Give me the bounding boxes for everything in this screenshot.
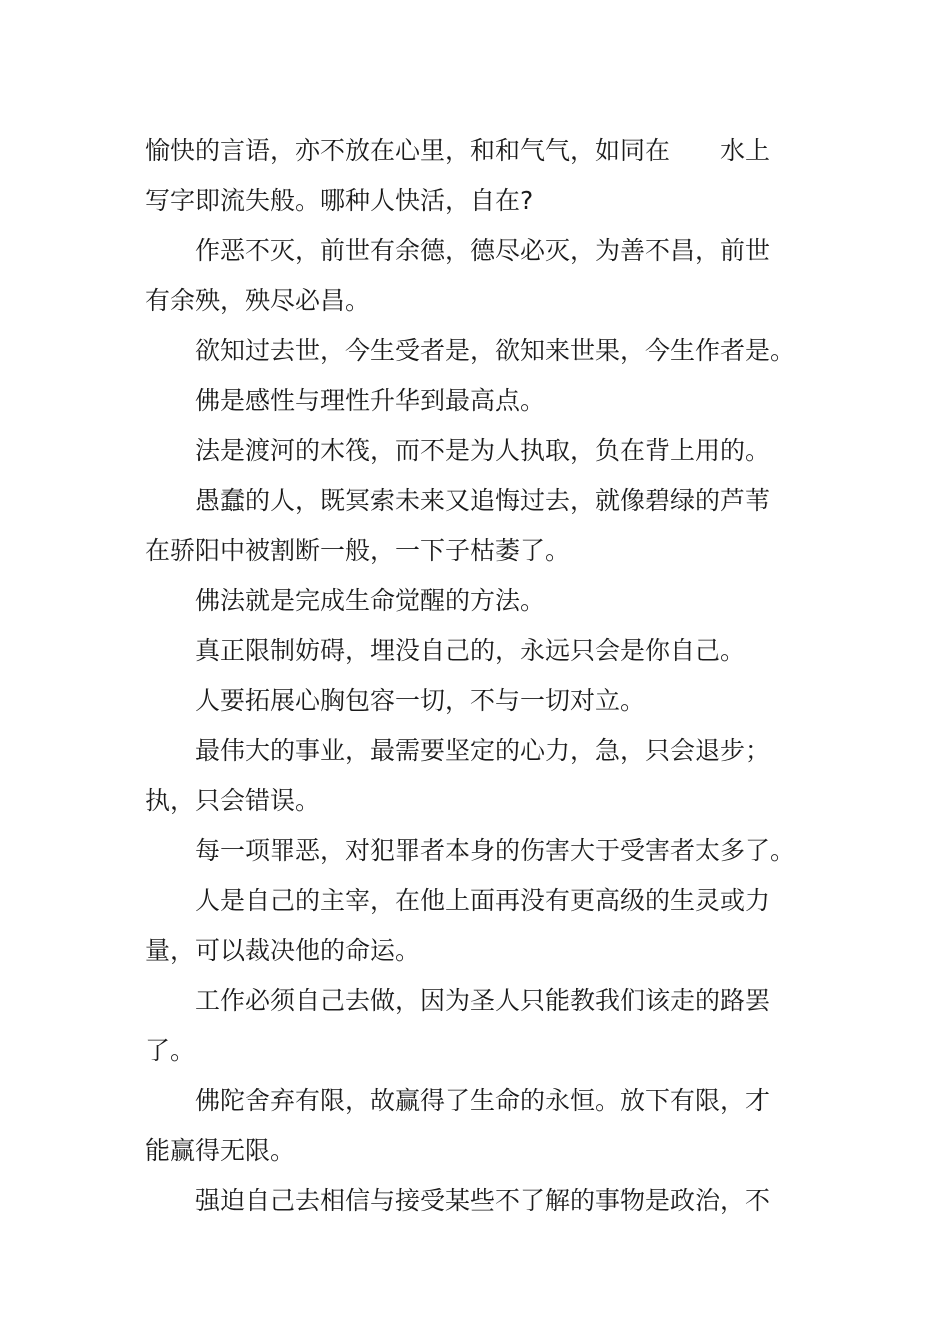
text-line: 了。 <box>145 1036 196 1065</box>
text-line: 佛法就是完成生命觉醒的方法。 <box>195 586 546 615</box>
text-line: 愚蠢的人，既冥索未来又追悔过去，就像碧绿的芦苇 <box>195 486 771 515</box>
text-line: 真正限制妨碍，埋没自己的，永远只会是你自己。 <box>195 636 746 665</box>
text-line: 量，可以裁决他的命运。 <box>145 936 421 965</box>
document-body <box>145 126 795 1226</box>
text-line: 最伟大的事业，最需要坚定的心力，急，只会退步； <box>195 736 771 765</box>
text-line: 强迫自己去相信与接受某些不了解的事物是政治，不 <box>195 1186 771 1215</box>
text-line: 能赢得无限。 <box>145 1136 296 1165</box>
text-line: 人要拓展心胸包容一切，不与一切对立。 <box>195 686 646 715</box>
text-line: 愉快的言语，亦不放在心里，和和气气，如同在 水上 <box>145 136 771 165</box>
text-line: 有余殃，殃尽必昌。 <box>145 286 371 315</box>
text-line: 法是渡河的木筏，而不是为人执取，负在背上用的。 <box>195 436 771 465</box>
text-line: 在骄阳中被割断一般，一下子枯萎了。 <box>145 536 571 565</box>
text-line: 作恶不灭，前世有余德，德尽必灭，为善不昌，前世 <box>195 236 771 265</box>
text-line: 工作必须自己去做，因为圣人只能教我们该走的路罢 <box>195 986 771 1015</box>
text-line: 佛是感性与理性升华到最高点。 <box>195 386 546 415</box>
text-line: 佛陀舍弃有限，故赢得了生命的永恒。放下有限，才 <box>195 1086 771 1115</box>
text-line: 执，只会错误。 <box>145 786 321 815</box>
text-line: 欲知过去世，今生受者是，欲知来世果，今生作者是。 <box>195 336 796 365</box>
text-line: 写字即流失般。哪种人快活，自在? <box>145 186 534 215</box>
text-line: 每一项罪恶，对犯罪者本身的伤害大于受害者太多了。 <box>195 836 796 865</box>
text-line: 人是自己的主宰，在他上面再没有更高级的生灵或力 <box>195 886 771 915</box>
